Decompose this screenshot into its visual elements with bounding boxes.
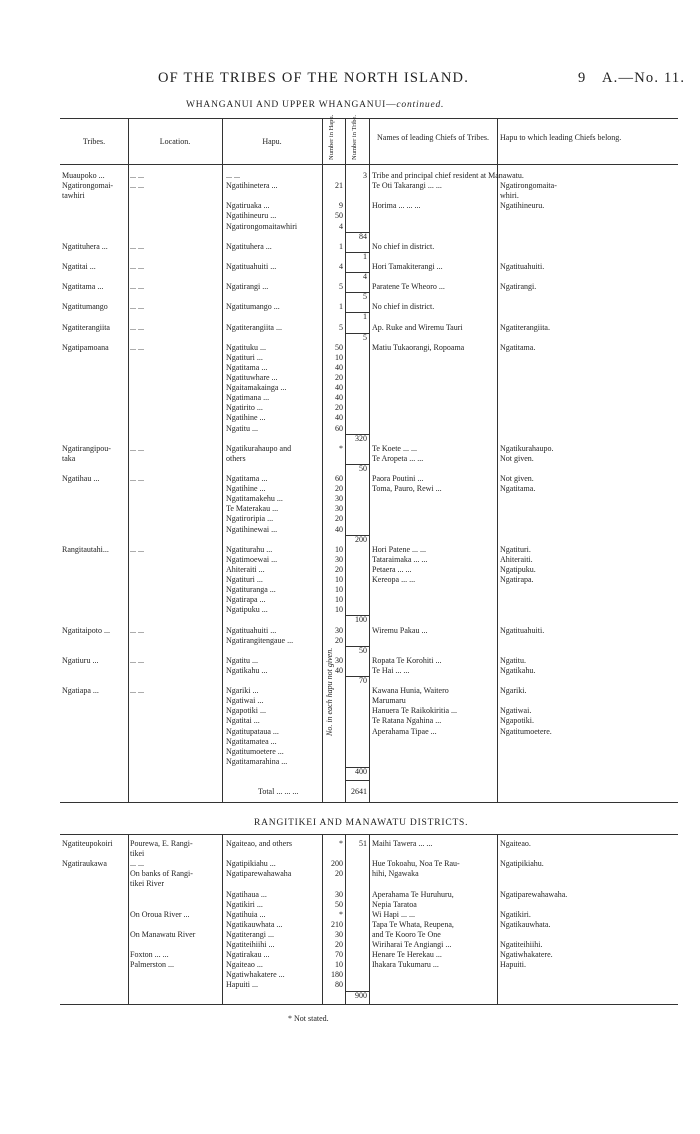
column-header-number-tribe: Number in Tribe. (351, 115, 358, 160)
location-cell: ... ... (130, 544, 144, 554)
chief-cell: Wiremu Pakau ... (372, 625, 428, 635)
tribe-cell: Ngatitumango (62, 302, 108, 312)
hapu-cell: Ngatirongomaitawhiri (226, 221, 298, 231)
number-hapu-cell: 30 (335, 554, 343, 564)
chief-cell: Te Hai ... ... (372, 665, 410, 675)
location-cell: ... ... (130, 443, 144, 453)
hapu-cell: Ngatihaua ... (226, 889, 267, 899)
chief-cell: Paora Poutini ... (372, 474, 424, 483)
subtotal-rule (345, 646, 369, 647)
column-divider (369, 834, 370, 1004)
number-hapu-cell: 40 (335, 393, 343, 403)
number-hapu-cell: 30 (335, 655, 343, 665)
number-hapu-cell: 4 (339, 261, 343, 271)
hapu-cell: Ngatiwai ... (226, 696, 264, 706)
hapu-chief-cell: Ngatituahuiti. (500, 625, 545, 635)
hapu-cell: Ngatikauwhata ... (226, 919, 283, 929)
number-hapu-cell: * (339, 909, 343, 919)
hapu-chief-cell: Ngatitama. (500, 484, 536, 494)
hapu-cell: Ngatirito ... (226, 403, 263, 413)
location-cell: ... ... (130, 859, 144, 869)
subtotal-rule (345, 312, 369, 313)
number-tribe-cell: 1 (363, 251, 367, 261)
number-tribe-cell: 70 (359, 676, 367, 685)
location-cell: ... ... (130, 181, 144, 191)
number-hapu-cell: 20 (335, 403, 343, 413)
number-hapu-cell: 20 (335, 373, 343, 382)
hapu-chief-cell: Ngatiterangiita. (500, 322, 550, 332)
column-header-hapu: Hapu. (262, 137, 282, 146)
hapu-chief-cell: Ngatipuku. (500, 564, 536, 574)
chief-cell: Kereopa ... ... (372, 575, 416, 584)
chief-cell: Nepia Taratoa (372, 899, 417, 909)
chief-cell: and Te Kooro Te One (372, 929, 441, 939)
hapu-chief-cell: Ngatihineuru. (500, 201, 545, 211)
number-tribe-cell: 84 (359, 231, 367, 241)
chief-cell: Petaera ... ... (372, 564, 412, 574)
hapu-chief-cell: Ngariki. (500, 686, 527, 696)
number-hapu-cell: 10 (335, 544, 343, 554)
hapu-cell: Ngaitamakainga ... (226, 383, 287, 393)
chief-cell: Kawana Hunia, Waitero (372, 686, 449, 696)
number-hapu-cell: 50 (335, 342, 343, 352)
tribe-cell: Ngatitama ... (62, 282, 104, 292)
subtotal-rule (345, 232, 369, 233)
hapu-cell: Ngatihineuru ... (226, 211, 277, 221)
number-tribe-cell: 400 (355, 766, 367, 776)
chief-cell: Ropata Te Korohiti ... (372, 655, 442, 665)
hapu-cell: Ngatitu ... (226, 655, 258, 665)
hapu-cell: others (226, 453, 246, 463)
number-hapu-cell: 9 (339, 201, 343, 211)
number-tribe-cell: 51 (359, 839, 367, 848)
column-divider (369, 118, 370, 802)
subtotal-rule (345, 333, 369, 334)
section-title-text: WHANGANUI AND UPPER WHANGANUI— (186, 100, 397, 110)
section-title-rangitikei: RANGITIKEI AND MANAWATU DISTRICTS. (254, 818, 469, 828)
number-tribe-cell: 5 (363, 332, 367, 342)
table-bottom-rule (60, 802, 678, 803)
hapu-cell: Ngatiroripia ... (226, 514, 274, 524)
number-hapu-cell: 200 (331, 859, 343, 869)
number-hapu-cell: 10 (335, 605, 343, 615)
hapu-cell: Ngatituri ... (226, 352, 263, 362)
hapu-cell: Ngatiterangi ... (226, 929, 274, 939)
hapu-cell: Ngatitu ... (226, 423, 258, 433)
hapu-cell: Ngatikurahaupo and (226, 443, 292, 453)
hapu-cell: Ngatihuia ... (226, 909, 266, 919)
tribe-cell: Ngatirangipou- (62, 443, 111, 453)
location-cell: On Oroua River ... (130, 909, 190, 919)
hapu-chief-cell: Ngatituri. (500, 544, 531, 554)
number-tribe-cell: 200 (355, 534, 367, 544)
column-divider (345, 118, 346, 802)
number-hapu-cell: 4 (339, 221, 343, 231)
hapu-cell: Ngatitamarahina ... (226, 756, 288, 766)
hapu-chief-cell: Ngatikauwhata. (500, 919, 551, 929)
tribe-cell: tawhiri (62, 191, 85, 201)
column-divider (128, 118, 129, 802)
hapu-cell: Ngatitamatea ... (226, 736, 277, 746)
chief-cell: Hanuera Te Raikokiritia ... (372, 706, 458, 716)
number-hapu-cell: 30 (335, 889, 343, 899)
hapu-cell: Ngatipuku ... (226, 605, 268, 615)
number-hapu-cell: 60 (335, 474, 343, 483)
hapu-chief-cell: Ngatitu. (500, 655, 526, 665)
number-hapu-cell: 70 (335, 950, 343, 960)
chief-cell: Tribe and principal chief resident at Manawatu. (372, 171, 524, 180)
hapu-cell: Ngatiwhakatere ... (226, 970, 285, 980)
subtotal-rule (345, 434, 369, 435)
tribe-cell: Ngatirongomai- (62, 181, 114, 191)
number-hapu-cell: 30 (335, 504, 343, 514)
hapu-cell: Ngatituku ... (226, 342, 266, 352)
location-cell: tikei (130, 849, 145, 859)
hapu-cell: Ngatirangitengaue ... (226, 635, 294, 645)
total-label: Total ... ... ... (258, 787, 299, 796)
number-hapu-cell: 30 (335, 494, 343, 504)
tribe-cell: Rangitautahi... (62, 544, 109, 554)
hapu-cell: Ngariki ... (226, 686, 259, 696)
number-hapu-cell: 20 (335, 514, 343, 524)
column-divider (345, 834, 346, 1004)
hapu-cell: Ngatimoewai ... (226, 554, 278, 564)
hapu-chief-cell: Ngatiwhakatere. (500, 950, 553, 960)
chief-cell: Matiu Tukaorangi, Ropoama (372, 342, 465, 352)
tribe-cell: Ngatipamoana (62, 342, 109, 352)
column-divider (497, 834, 498, 1004)
hapu-cell: Ngatitupataua ... (226, 726, 279, 736)
number-hapu-cell: * (339, 443, 343, 453)
location-cell: ... ... (130, 342, 144, 352)
number-hapu-cell: 40 (335, 362, 343, 372)
location-cell: ... ... (130, 322, 144, 332)
hapu-chief-cell: Ngatikahu. (500, 665, 536, 675)
hapu-cell: Ngatirangi ... (226, 282, 269, 292)
document-reference: A.—No. 11. (602, 70, 686, 86)
number-tribe-cell: 100 (355, 615, 367, 625)
subtotal-rule (345, 991, 369, 992)
hapu-cell: Ngatitumango ... (226, 302, 280, 312)
number-hapu-cell: 30 (335, 929, 343, 939)
number-hapu-cell: 50 (335, 211, 343, 221)
tribe-cell: Ngatiterangiita (62, 322, 110, 332)
chief-cell: Hori Tamakiterangi ... (372, 261, 443, 271)
chief-cell: Aperahama Te Huruhuru, (372, 889, 454, 899)
column-header-chiefs: Names of leading Chiefs of Tribes. (377, 133, 489, 142)
chief-cell: Wi Hapi ... ... (372, 909, 416, 919)
hapu-cell: Ngatikiri ... (226, 899, 263, 909)
page-header-title: OF THE TRIBES OF THE NORTH ISLAND. (158, 70, 470, 86)
hapu-cell: Ngatiterangiita ... (226, 322, 282, 332)
location-cell: ... ... (130, 282, 144, 292)
number-hapu-cell: 20 (335, 564, 343, 574)
number-hapu-cell: 40 (335, 413, 343, 423)
chief-cell: Maihi Tawera ... ... (372, 839, 433, 848)
tribe-cell: Ngatitai ... (62, 261, 96, 271)
hapu-chief-cell: whiri. (500, 191, 519, 201)
column-divider (222, 118, 223, 802)
location-cell: ... ... (130, 655, 144, 665)
hapu-chief-cell: Not given. (500, 474, 534, 483)
number-hapu-cell: 20 (335, 869, 343, 879)
number-hapu-cell: 30 (335, 625, 343, 635)
hapu-chief-cell: Ngatikiri. (500, 909, 531, 919)
number-tribe-cell: 320 (355, 433, 367, 443)
hapu-cell: Ngatimana ... (226, 393, 270, 403)
column-header-number-hapu: Number in Hapu. (328, 114, 335, 160)
hapu-cell: Ngatiruaka ... (226, 201, 270, 211)
subtotal-rule (345, 767, 369, 768)
hapu-chief-cell: Ngatipikiahu. (500, 859, 544, 869)
location-cell: On Manawatu River (130, 929, 196, 939)
column-header-location: Location. (159, 137, 191, 146)
hapu-cell: Ngatirakau ... (226, 950, 270, 960)
location-cell: ... ... (130, 261, 144, 271)
hapu-cell: Ngatituahuiti ... (226, 625, 277, 635)
hapu-cell: Ngatiparewahawaha (226, 869, 292, 879)
hapu-chief-cell: Ngaiteao. (500, 839, 531, 848)
hapu-cell: Ngatituri ... (226, 575, 263, 584)
hapu-cell: Ngapotiki ... (226, 706, 266, 716)
hapu-chief-cell: Ngatitama. (500, 342, 536, 352)
number-hapu-cell: 80 (335, 980, 343, 990)
hapu-cell: Ngatitama ... (226, 362, 268, 372)
hapu-cell: Ngatipikiahu ... (226, 859, 276, 869)
hapu-cell: Ngatitama ... (226, 474, 268, 483)
chief-cell: Te Koete ... ... (372, 443, 417, 453)
hapu-cell: Ngatitamakehu ... (226, 494, 283, 504)
tribe-cell: Muaupoko ... (62, 171, 105, 180)
hapu-cell: Ngatitumoetere ... (226, 746, 284, 756)
footnote: * Not stated. (288, 1014, 329, 1023)
hapu-cell: Ngatihine ... (226, 413, 266, 423)
number-hapu-cell: 1 (339, 241, 343, 251)
tribe-cell: Ngatiapa ... (62, 686, 99, 696)
location-cell: Foxton ... ... (130, 950, 169, 960)
chief-cell: Aperahama Tipae ... (372, 726, 437, 736)
hapu-cell: Ngatihinetera ... (226, 181, 278, 191)
hapu-chief-cell: Ngatirangi. (500, 282, 537, 292)
hapu-chief-cell: Ngatirapa. (500, 575, 534, 584)
hapu-cell: Ngatihinewai ... (226, 524, 278, 534)
number-hapu-cell: 60 (335, 423, 343, 433)
number-hapu-cell: 20 (335, 484, 343, 494)
number-hapu-cell: 20 (335, 940, 343, 949)
hapu-cell: Ngatiturahu ... (226, 544, 273, 554)
number-hapu-cell: 180 (331, 970, 343, 980)
section-title-suffix: continued. (396, 100, 445, 110)
column-divider (497, 118, 498, 802)
number-tribe-cell: 4 (363, 272, 367, 281)
hapu-chief-cell: Ngatitumoetere. (500, 726, 552, 736)
number-tribe-cell: 50 (359, 463, 367, 473)
number-hapu-cell: 10 (335, 595, 343, 605)
number-hapu-cell: 5 (339, 282, 343, 292)
number-hapu-cell: 21 (335, 181, 343, 191)
location-cell: On banks of Rangi- (130, 869, 193, 879)
hapu-chief-cell: Hapuiti. (500, 960, 526, 970)
column-divider (128, 834, 129, 1004)
chief-cell: Toma, Pauro, Rewi ... (372, 484, 442, 494)
chief-cell: Marumaru (372, 696, 406, 706)
hapu-cell: Ngatiteihiihi ... (226, 940, 275, 949)
number-hapu-cell: 10 (335, 960, 343, 970)
location-cell: ... ... (130, 302, 144, 312)
number-hapu-cell: 40 (335, 524, 343, 534)
hapu-chief-cell: Ngatirongomaita- (500, 181, 557, 191)
chief-cell: Tataraimaka ... ... (372, 554, 428, 564)
number-hapu-cell: 50 (335, 899, 343, 909)
hapu-cell: Ngatirapa ... (226, 595, 266, 605)
hapu-numbers-not-given-note: No. in each hapu not given. (325, 647, 334, 736)
hapu-chief-cell: Ngapotiki. (500, 716, 534, 726)
chief-cell: Horima ... ... ... (372, 201, 421, 211)
chief-cell: No chief in district. (372, 302, 435, 312)
location-cell: tikei River (130, 879, 164, 889)
subtotal-rule (345, 292, 369, 293)
number-tribe-cell: 50 (359, 645, 367, 655)
tribe-cell: Ngatiuru ... (62, 655, 99, 665)
hapu-cell: Hapuiti ... (226, 980, 258, 990)
number-hapu-cell: 210 (331, 919, 343, 929)
total-rule (345, 780, 369, 781)
hapu-cell: ... ... (226, 171, 240, 180)
location-cell: Palmerston ... (130, 960, 174, 970)
hapu-cell: Ngaiteao ... (226, 960, 263, 970)
subtotal-rule (345, 676, 369, 677)
hapu-cell: Ngatihine ... (226, 484, 266, 494)
subtotal-rule (345, 535, 369, 536)
location-cell: ... ... (130, 625, 144, 635)
chief-cell: No chief in district. (372, 241, 435, 251)
number-hapu-cell: 5 (339, 322, 343, 332)
tribe-cell: taka (62, 453, 76, 463)
chief-cell: Tapa Te Whata, Reupena, (372, 919, 454, 929)
chief-cell: Paratene Te Wheoro ... (372, 282, 445, 292)
chief-cell: Te Ratana Ngahina ... (372, 716, 442, 726)
location-cell: Pourewa, E. Rangi- (130, 839, 193, 848)
number-hapu-cell: 1 (339, 302, 343, 312)
column-header-hapu-chiefs: Hapu to which leading Chiefs belong. (500, 133, 622, 142)
hapu-cell: Te Materakau ... (226, 504, 279, 514)
column-header-tribes: Tribes. (82, 137, 106, 146)
hapu-cell: Ngatituwhare ... (226, 373, 278, 382)
number-hapu-cell: 10 (335, 575, 343, 584)
location-cell: ... ... (130, 686, 144, 696)
chief-cell: Wiriharai Te Angiangi ... (372, 940, 452, 949)
hapu-cell: Ngatikahu ... (226, 665, 268, 675)
number-hapu-cell: 10 (335, 352, 343, 362)
hapu-chief-cell: Ahiteraiti. (500, 554, 533, 564)
hapu-chief-cell: Ngatiwai. (500, 706, 532, 716)
hapu-cell: Ahiteraiti ... (226, 564, 265, 574)
number-hapu-cell: 10 (335, 585, 343, 595)
number-tribe-cell: 3 (363, 171, 367, 180)
table-bottom-rule (60, 1004, 678, 1005)
number-tribe-cell: 5 (363, 292, 367, 302)
number-tribe-cell: 900 (355, 990, 367, 1000)
page-number: 9 (578, 70, 587, 86)
hapu-chief-cell: Ngatiparewahawaha. (500, 889, 568, 899)
hapu-cell: Ngatitai ... (226, 716, 260, 726)
subtotal-rule (345, 464, 369, 465)
hapu-chief-cell: Ngatiteihiihi. (500, 940, 543, 949)
chief-cell: Te Aropeta ... ... (372, 453, 424, 463)
number-tribe-cell: 1 (363, 312, 367, 322)
chief-cell: Hue Tokoahu, Noa Te Rau- (372, 859, 460, 869)
tribe-cell: Ngatiteupokoiri (62, 839, 113, 848)
location-cell: ... ... (130, 474, 144, 483)
chief-cell: Te Oti Takarangi ... ... (372, 181, 442, 191)
chief-cell: Ap. Ruke and Wiremu Tauri (372, 322, 463, 332)
chief-cell: Ihakara Tukumaru ... (372, 960, 439, 970)
hapu-cell: Ngatituhera ... (226, 241, 272, 251)
hapu-chief-cell: Ngatikurahaupo. (500, 443, 554, 453)
hapu-chief-cell: Not given. (500, 453, 534, 463)
hapu-chief-cell: Ngatituahuiti. (500, 261, 545, 271)
number-hapu-cell: * (339, 839, 343, 848)
total-value: 2641 (351, 787, 367, 796)
section-title (186, 100, 444, 110)
subtotal-rule (345, 252, 369, 253)
chief-cell: hihi, Ngawaka (372, 869, 419, 879)
chief-cell: Hori Patene ... ... (372, 544, 426, 554)
tribe-cell: Ngatihau ... (62, 474, 100, 483)
chief-cell: Henare Te Herekau ... (372, 950, 442, 960)
subtotal-rule (345, 272, 369, 273)
hapu-cell: Ngaiteao, and others (226, 839, 292, 848)
tribe-cell: Ngatituhera ... (62, 241, 108, 251)
hapu-cell: Ngatituranga ... (226, 585, 276, 595)
location-cell: ... ... (130, 241, 144, 251)
hapu-cell: Ngatituahuiti ... (226, 261, 277, 271)
number-hapu-cell: 20 (335, 635, 343, 645)
number-hapu-cell: 40 (335, 665, 343, 675)
tribe-cell: Ngatitaipoto ... (62, 625, 110, 635)
number-hapu-cell: 40 (335, 383, 343, 393)
subtotal-rule (345, 615, 369, 616)
column-divider (222, 834, 223, 1004)
location-cell: ... ... (130, 171, 144, 180)
tribe-cell: Ngatiraukawa (62, 859, 107, 869)
